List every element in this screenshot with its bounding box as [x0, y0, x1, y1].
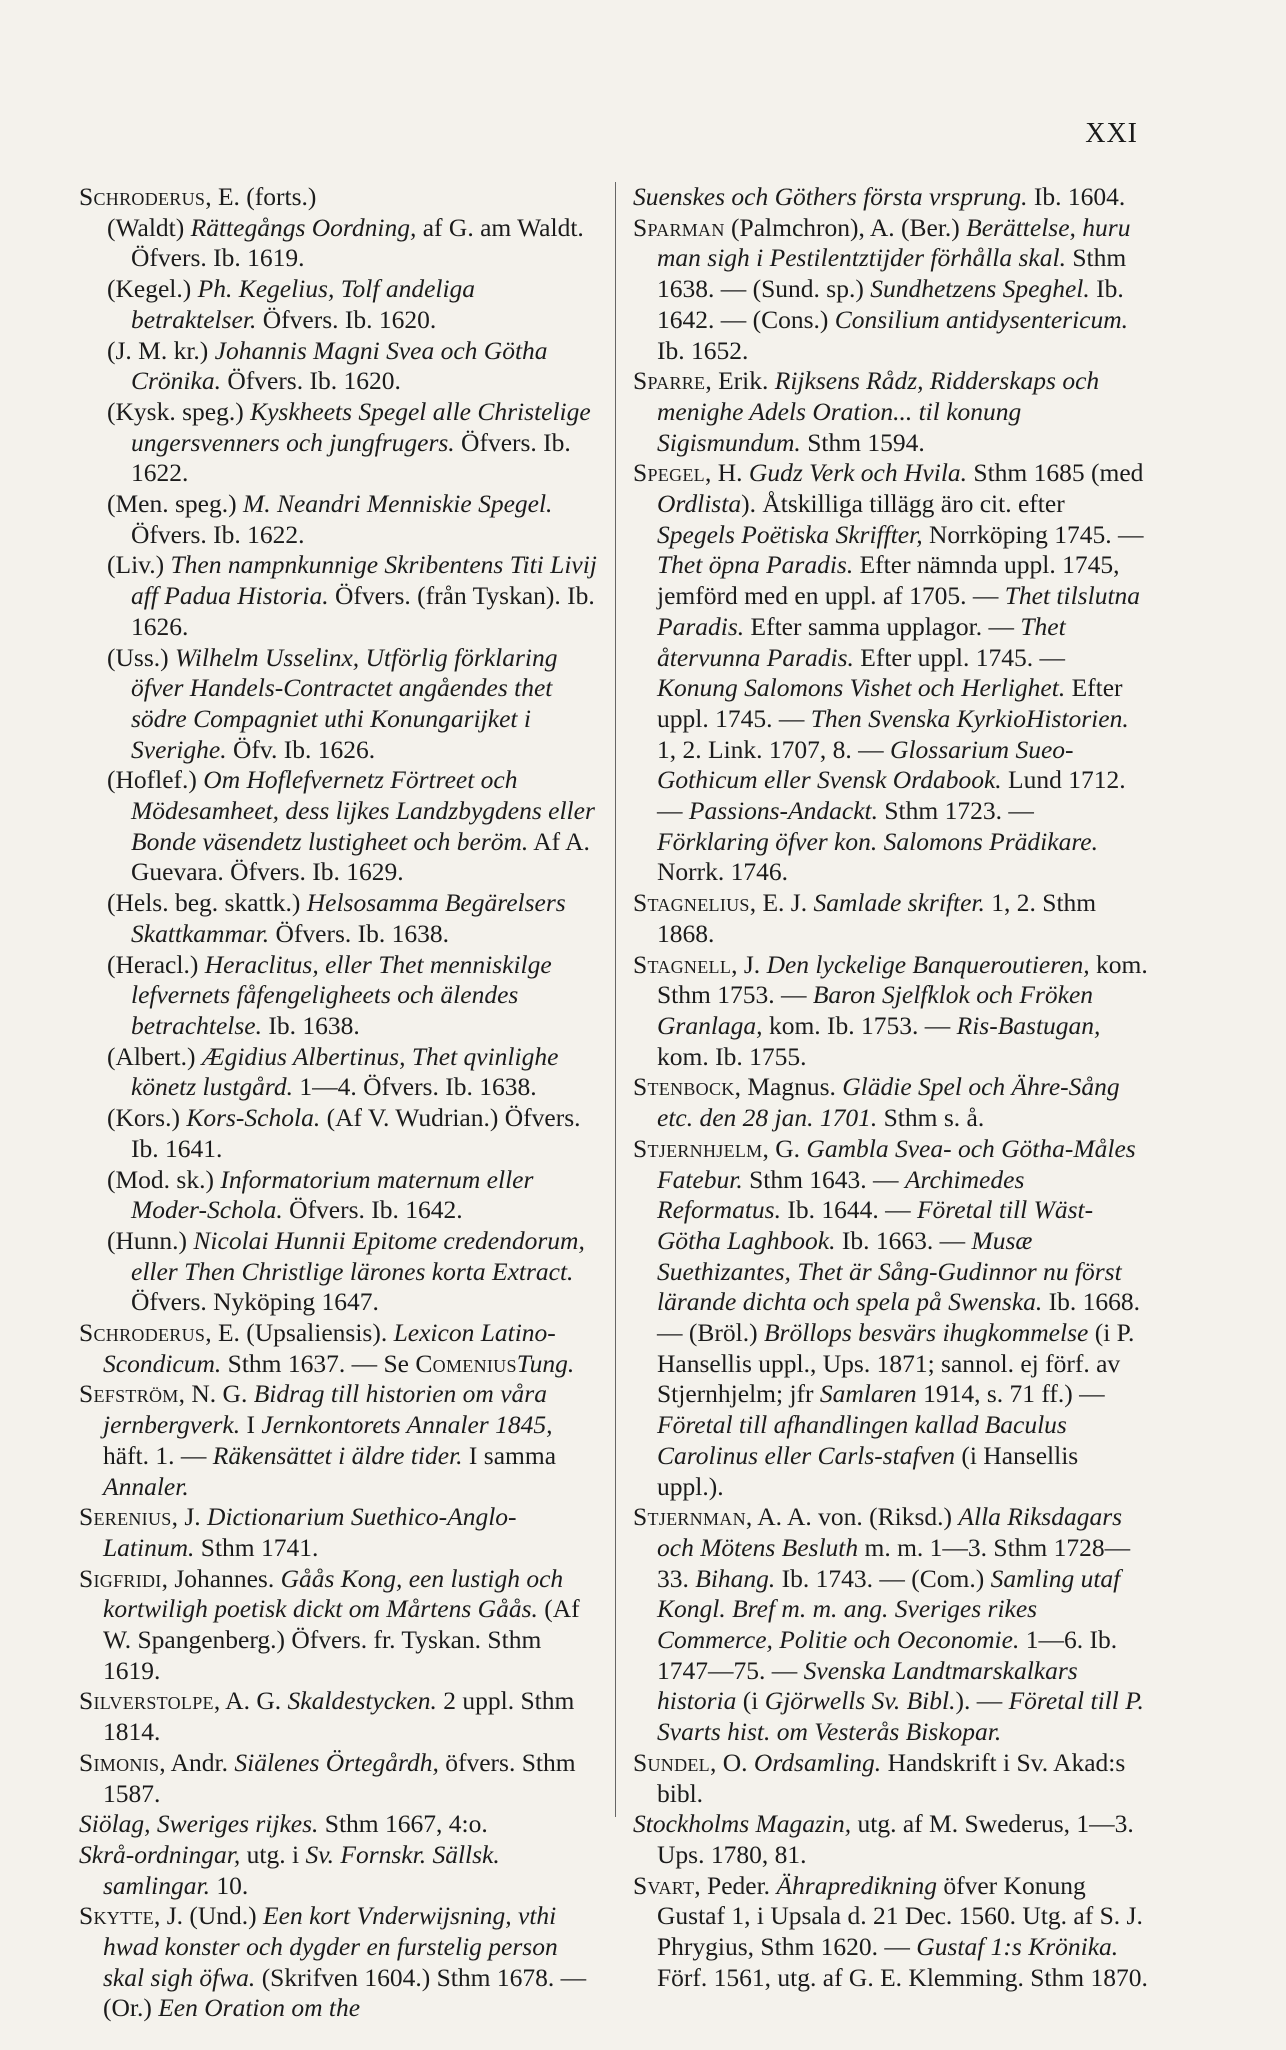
entry-title: Bihang. [695, 1563, 776, 1593]
entry-text: Öfvers. Ib. 1620. [220, 366, 401, 396]
entry-title: Den lyckelige Banqueroutieren, [766, 949, 1090, 979]
entry-author: Stagnell [633, 949, 732, 979]
entry-title: Ægidius Albertinus, Thet qvinlighe könetz lustgård. [131, 1041, 559, 1102]
entry-author: Sundel [633, 1747, 710, 1777]
entry-title: Räkensättet i äldre tider. [212, 1440, 463, 1470]
entry-title: Consilium antidysentericum. [834, 304, 1129, 334]
entry-title: Jernkontorets Annaler 1845, [261, 1410, 553, 1440]
entry-title: Bröllops besvärs ihugkommelse [763, 1318, 1089, 1348]
entry-text: utg. af M. Swederus, 1—3. Ups. 1780, 81. [657, 1809, 1134, 1869]
entry-text: Förf. 1561, utg. af G. E. Klemming. Sthm 1870. [657, 1962, 1148, 1992]
entry-text: häft. 1. — [103, 1440, 213, 1470]
entry-author: Stjernhjelm [633, 1133, 763, 1163]
entry-title: Sv. Fornskr. Sällsk. samlingar. [103, 1839, 500, 1900]
entry-author: Sparre [633, 366, 706, 396]
entry-text: Ib. 1644. — [780, 1195, 917, 1225]
bibliography-entry [633, 366, 1148, 458]
entry-text: ). Åtskilliga tillägg äro cit. efter [741, 489, 1065, 519]
entry-text: Öfvers. Ib. 1622. [131, 427, 571, 488]
entry-title: Heraclitus, eller Thet menniskilge lefvernets fåfengeligheets och älendes betrachtelse. [131, 949, 552, 1040]
entry-text: 1—6. Ib. 1747—75. — [657, 1625, 1118, 1685]
column-divider [615, 182, 616, 1817]
entry-title: Helsosamma Begärelsers Skattkammar. [131, 888, 566, 948]
right-column [633, 182, 1148, 1993]
entry-title: Siälenes Örtegårdh, [234, 1747, 439, 1777]
entry-text: Ib. 1668. — (Bröl.) [657, 1287, 1141, 1348]
entry-text: Ib. 1642. — (Cons.) [657, 274, 1124, 334]
entry-author: Stagnelius [633, 888, 750, 918]
entry-title: Förklaring öfver kon. Salomons Prädikare. [657, 826, 1098, 856]
entry-title: Johannis Magni Svea och Götha Crönika. [131, 335, 548, 396]
entry-title: Thet öpna Paradis. [657, 550, 854, 580]
bibliography-entry [633, 888, 1148, 949]
entry-author: Stenbock [633, 1072, 735, 1102]
entry-text: Handskrift i Sv. Akad:s bibl. [657, 1747, 1126, 1808]
entry-title: Kors-Schola. [186, 1103, 321, 1133]
entry-title: M. Neandri Menniskie Spegel. [242, 489, 553, 519]
entry-title: Suenskes och Göthers första vrsprung. [633, 182, 1028, 211]
entry-text: Öfvers. Nyköping 1647. [131, 1287, 379, 1317]
entry-title: Ährapredikning [776, 1870, 937, 1900]
entry-short-ref: (Albert.) [107, 1041, 202, 1071]
entry-text: (Skrifven 1604.) Sthm 1678. — (Or.) [103, 1962, 587, 2023]
sub-entry [79, 397, 599, 489]
entry-short-ref: (Hunn.) [107, 1225, 194, 1255]
entry-title: Ph. Kegelius, Tolf andeliga betraktelser. [131, 274, 476, 334]
entry-title: Baron Sjelfklok och Fröken Granlaga, [657, 980, 1094, 1040]
entry-text: Sthm 1667, 4:o. [318, 1809, 488, 1839]
entry-text: utg. i [240, 1839, 306, 1869]
entry-title: Skrå-ordningar, [79, 1839, 241, 1869]
bibliography-entry [79, 1901, 599, 2024]
entry-title: Spegels Poëtiska Skriffter, [657, 519, 923, 549]
entry-title: Thet återvunna Paradis. [657, 611, 1066, 672]
bibliography-entry [633, 182, 1148, 213]
entry-title: Samlade skrifter. [813, 888, 985, 918]
entry-text: 1, 2. Link. 1707, 8. — [657, 734, 891, 764]
entry-text: Af A. Guevara. Öfvers. Ib. 1629. [131, 826, 590, 887]
entry-short-ref: (Heracl.) [107, 949, 205, 979]
entry-title: Siölag, Sweriges rijkes. [79, 1809, 319, 1839]
entry-title: Een Oration om the [158, 1993, 361, 2023]
entry-text: Öfvers. Ib. 1638. [269, 918, 449, 948]
entry-title: Thet tilslutna Paradis. [657, 581, 1141, 641]
bibliography-entry [633, 1871, 1148, 1994]
bibliography-entry [633, 213, 1148, 367]
sub-entry [79, 213, 599, 274]
sub-entry [79, 550, 599, 642]
entry-title: Gudz Verk och Hvila. [748, 458, 968, 488]
entry-title: Gåås Kong, een lustigh och kortwiligh poetisk dickt om Mårtens Gåås. [103, 1563, 564, 1624]
entry-title: Gjörwells Sv. Bibl. [764, 1686, 956, 1716]
entry-text: Efter uppl. 1745. — [657, 673, 1123, 733]
entry-author: Sparman [633, 212, 725, 242]
sub-entry [79, 274, 599, 335]
entry-text: Sthm 1637. — Se [221, 1348, 416, 1378]
entry-title: Lexicon Latino-Scondicum. [103, 1318, 556, 1378]
entry-text: Lund 1712. — [657, 765, 1126, 826]
entry-short-ref: (Mod. sk.) [107, 1164, 221, 1194]
entry-title: Rättegångs Oordning, [190, 212, 417, 242]
entry-title: Företal till P. Svarts hist. om Vesterås Biskopar. [657, 1686, 1144, 1747]
entry-text: (i Hansellis uppl.). [657, 1440, 1079, 1501]
sub-entry [79, 1103, 599, 1164]
bibliography-entry [79, 182, 599, 213]
entry-text: af G. am Waldt. Öfvers. Ib. 1619. [131, 212, 584, 273]
entry-text: öfvers. Sthm 1587. [103, 1747, 576, 1808]
entry-text: , J. [731, 949, 767, 979]
entry-text: Sthm 1685 (med [967, 458, 1144, 488]
entry-author: Simonis [79, 1747, 160, 1777]
entry-text: , A. A. von. (Riksd.) [745, 1502, 959, 1532]
bibliography-entry [633, 458, 1148, 888]
bibliography-entry [79, 1840, 599, 1901]
entry-text: , G. [762, 1133, 807, 1163]
entry-text: Ib. 1652. [657, 335, 749, 365]
bibliography-entry [79, 1564, 599, 1687]
entry-text: , N. G. [178, 1379, 254, 1409]
entry-text: , Magnus. [734, 1072, 843, 1102]
entry-text: Efter samma upplagor. — [744, 611, 1021, 641]
entry-text: Ib. 1743. — (Com.) [775, 1563, 991, 1593]
sub-entry [79, 643, 599, 766]
bibliography-entry [79, 1379, 599, 1502]
left-column [79, 182, 599, 2024]
entry-text: Sthm 1594. [800, 427, 925, 457]
entry-short-ref: (Uss.) [107, 642, 175, 672]
entry-author: Stjernman [633, 1502, 746, 1532]
entry-short-ref: (Waldt) [107, 212, 191, 242]
sub-entry [79, 1165, 599, 1226]
entry-text: I [240, 1410, 262, 1440]
entry-title: Gambla Svea- och Götha-Måles Fatebur. [657, 1133, 1136, 1194]
entry-author: Comenius [415, 1348, 517, 1378]
entry-short-ref: (Men. speg.) [107, 489, 243, 519]
entry-text: I samma [462, 1440, 557, 1470]
entry-title: Bidrag till historien om våra jernbergverk. [103, 1379, 547, 1440]
entry-title: Passions-Andackt. [688, 796, 878, 826]
entry-text: , Erik. [705, 366, 775, 396]
entry-title: Alla Riksdagars och Mötens Besluth [657, 1502, 1123, 1562]
bibliography-entry [79, 1809, 599, 1840]
entry-text: , E. (forts.) [205, 182, 317, 211]
entry-author: Schroderus [79, 182, 206, 211]
entry-text: 1, 2. Sthm 1868. [657, 888, 1097, 948]
sub-entry [79, 888, 599, 949]
entry-text: , H. [704, 458, 749, 488]
entry-author: Svart [633, 1870, 695, 1900]
entry-text: 2 uppl. Sthm 1814. [103, 1686, 575, 1747]
entry-title: Ris-Bastugan, [956, 1010, 1101, 1040]
entry-text: Sthm 1638. — (Sund. sp.) [657, 243, 1127, 304]
entry-text: , Andr. [159, 1747, 235, 1777]
entry-text: Ib. 1638. [262, 1010, 360, 1040]
entry-text: (Af V. Wudrian.) Öfvers. Ib. 1641. [131, 1103, 581, 1163]
entry-title: Dictionarium Suethico-Anglo-Latinum. [103, 1502, 517, 1562]
bibliography-entry [633, 950, 1148, 1073]
entry-title: Samling utaf Kongl. Bref m. m. ang. Sveriges rikes Commerce, Politie och Oeconomie. [657, 1563, 1121, 1655]
entry-text: Öfvers. Ib. 1642. [282, 1195, 463, 1225]
entry-author: Serenius [79, 1502, 172, 1532]
entry-text: , Peder. [694, 1870, 777, 1900]
entry-title: Sundhetzens Speghel. [870, 274, 1090, 304]
bibliography-entry [633, 1502, 1148, 1748]
entry-short-ref: (Liv.) [107, 550, 171, 580]
entry-text: Efter nämnda uppl. 1745, jemförd med en uppl. af 1705. — [657, 550, 1120, 611]
bibliography-entry [79, 1318, 599, 1379]
bibliography-entry [633, 1748, 1148, 1809]
entry-text: , J. [171, 1502, 208, 1532]
entry-title: Een kort Vnderwijsning, vthi hwad konster och dygder en furstelig person skal sigh öfwa. [103, 1901, 558, 1992]
entry-text: 1—4. Öfvers. Ib. 1638. [292, 1072, 537, 1102]
entry-text: Norrköping 1745. — [922, 519, 1144, 549]
entry-title: Företal till afhandlingen kallad Baculus Carolinus eller Carls-stafven [657, 1410, 1067, 1470]
entry-text: , E. J. [749, 888, 814, 918]
entry-short-ref: (Kysk. speg.) [107, 396, 251, 426]
entry-title: Tung. [516, 1348, 575, 1378]
entry-short-ref: (Hoflef.) [107, 765, 204, 795]
entry-text: , E. (Upsaliensis). [205, 1318, 394, 1348]
entry-text: öfver Konung Gustaf 1, i Upsala d. 21 Dec. 1560. Utg. af S. J. Phrygius, Sthm 1620. — [657, 1870, 1143, 1962]
entry-text: Öfv. Ib. 1626. [226, 734, 376, 764]
bibliography-entry [79, 1502, 599, 1563]
entry-title: Kyskheets Spegel alle Christelige ungersvenners och jungfrugers. [131, 396, 591, 457]
bibliography-entry [633, 1072, 1148, 1133]
bibliography-entry [633, 1809, 1148, 1870]
entry-text: (i [736, 1686, 765, 1716]
bibliography-entry [79, 1748, 599, 1809]
entry-author: Skytte [79, 1901, 154, 1931]
entry-title: Gustaf 1:s Krönika. [916, 1932, 1119, 1962]
entry-text: , J. (Und.) [153, 1901, 264, 1931]
entry-short-ref: (Kors.) [107, 1103, 187, 1133]
entry-title: Then Svenska KyrkioHistorien. [810, 703, 1129, 733]
entry-title: Musæ Suethizantes, Thet är Sång-Gudinnor nu först lärande dichta och spela på Swenska. [657, 1225, 1122, 1317]
bibliography-entry [633, 1134, 1148, 1502]
entry-title: Berättelse, huru man sigh i Pestilentztijder förhålla skal. [657, 212, 1131, 273]
entry-text: Öfvers. Ib. 1620. [256, 304, 437, 334]
entry-text: , A. G. [213, 1686, 288, 1716]
entry-text: kom. Ib. 1753. — [762, 1010, 957, 1040]
entry-title: Glossarium Sueo-Gothicum eller Svensk Ordabook. [657, 734, 1074, 795]
entry-text: ). — [955, 1686, 1009, 1716]
entry-text: kom. Ib. 1755. [657, 1041, 807, 1071]
entry-text: 10. [209, 1870, 249, 1900]
sub-entry [79, 765, 599, 888]
bibliography-entry [79, 1686, 599, 1747]
entry-text: 1914, s. 71 ff.) — [916, 1379, 1105, 1409]
entry-text: Ib. 1663. — [835, 1225, 972, 1255]
entry-title: Stockholms Magazin, [633, 1809, 852, 1839]
sub-entry [79, 489, 599, 550]
entry-text: Sthm s. å. [877, 1103, 985, 1133]
entry-title: Skaldestycken. [287, 1686, 437, 1716]
entry-text: , O. [709, 1747, 754, 1777]
sub-entry [79, 1042, 599, 1103]
entry-title: Ordlista [657, 489, 742, 519]
entry-title: Wilhelm Usselinx, Utförlig förklaring öfver Handels-Contractet angåendes thet södre Compagniet uthi Konungarijket i Sverighe. [131, 642, 558, 764]
entry-title: Ordsamling. [753, 1747, 882, 1777]
entry-author: Sigfridi [79, 1563, 162, 1593]
entry-title: Rijksens Rådz, Ridderskaps och menighe Adels Oration... til konung Sigismundum. [657, 366, 1100, 457]
entry-text: (i P. Hansellis uppl., Ups. 1871; sannol. ej förf. av Stjernhjelm; jfr [657, 1318, 1135, 1409]
entry-title: Nicolai Hunnii Epitome credendorum, eller Then Christlige lärones korta Extract. [131, 1225, 585, 1286]
entry-text: Sthm 1643. — [742, 1164, 905, 1194]
entry-text: Efter uppl. 1745. — [853, 642, 1065, 672]
entry-text: (Af W. Spangenberg.) Öfvers. fr. Tyskan. Sthm 1619. [103, 1594, 580, 1685]
entry-text: Öfvers. (från Tyskan). Ib. 1626. [131, 581, 595, 641]
entry-title: Konung Salomons Vishet och Herlighet. [657, 673, 1066, 703]
sub-entry [79, 950, 599, 1042]
entry-title: Archimedes Reformatus. [657, 1164, 1025, 1225]
entry-text: kom. Sthm 1753. — [657, 949, 1148, 1010]
entry-short-ref: (Hels. beg. skattk.) [107, 888, 307, 918]
entry-title: Then nampnkunnige Skribentens Titi Livij aff Padua Historia. [131, 550, 597, 611]
entry-title: Företal till Wäst-Götha Laghbook. [657, 1195, 1094, 1255]
entry-author: Spegel [633, 458, 705, 488]
sub-entry [79, 1226, 599, 1318]
entry-title: Svenska Landtmarskalkars historia [657, 1655, 1078, 1716]
entry-title: Glädie Spel och Ähre-Sång etc. den 28 jan. 1701. [657, 1072, 1120, 1133]
entry-title: Samlaren [819, 1379, 917, 1409]
entry-title: Informatorium maternum eller Moder-Schola. [131, 1164, 534, 1225]
entry-author: Silverstolpe [79, 1686, 214, 1716]
entry-text: Sthm 1741. [194, 1532, 319, 1562]
entry-short-ref: (J. M. kr.) [107, 335, 215, 365]
sub-entry [79, 336, 599, 397]
entry-text: m. m. 1—3. Sthm 1728—33. [657, 1532, 1131, 1593]
entry-text: Ib. 1604. [1027, 182, 1126, 211]
entry-author: Schroderus [79, 1318, 206, 1348]
entry-title: Om Hoflefvernetz Förtreet och Mödesamheet, dess lijkes Landzbygdens eller Bonde väsendetz lustigheet och beröm. [131, 765, 595, 856]
entry-text: , Johannes. [161, 1563, 281, 1593]
entry-text: Sthm 1723. — [877, 796, 1034, 826]
entry-text: Öfvers. Ib. 1622. [131, 519, 305, 549]
entry-text: (Palmchron), A. (Ber.) [724, 212, 967, 242]
entry-short-ref: (Kegel.) [107, 274, 198, 304]
entry-text: Norrk. 1746. [657, 857, 789, 887]
entry-author: Sefström [79, 1379, 179, 1409]
entry-title: Annaler. [103, 1471, 189, 1501]
page-number: XXI [1085, 118, 1138, 149]
